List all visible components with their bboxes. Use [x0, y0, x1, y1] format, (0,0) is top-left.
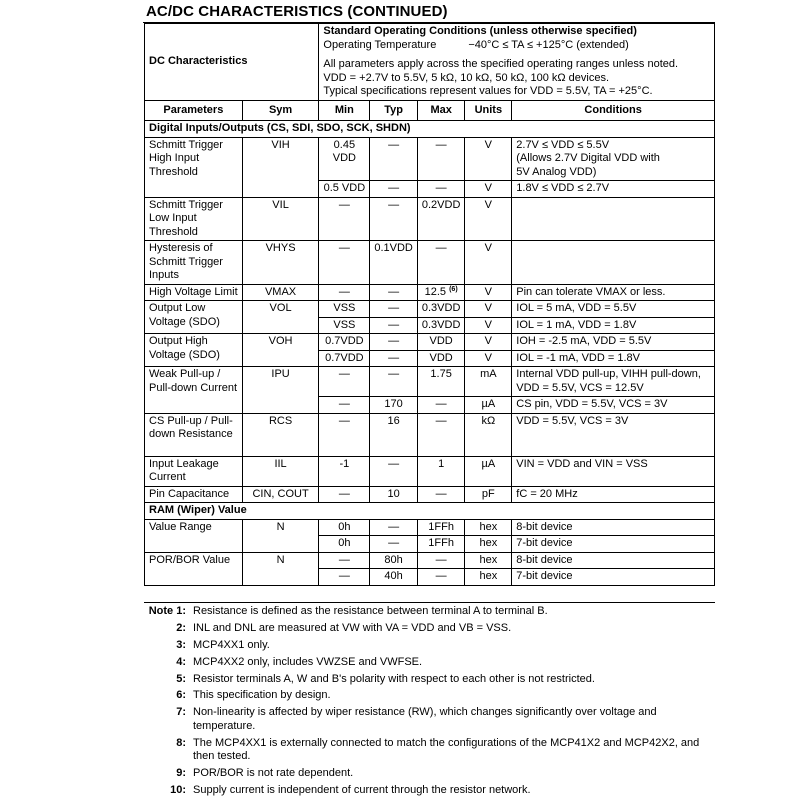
- max: —: [417, 137, 465, 181]
- sym-vih: VIH: [242, 137, 319, 197]
- max: 1FFh: [417, 519, 465, 536]
- table-row: [145, 197, 715, 241]
- max: —: [417, 413, 465, 456]
- cond-line: VDD = 5.5V, VCS = 12.5V: [516, 381, 644, 394]
- units: V: [465, 301, 512, 318]
- sym-voh: VOH: [242, 334, 319, 367]
- conditions: IOL = 1 mA, VDD = 1.8V: [512, 317, 715, 334]
- max: 0.2VDD: [417, 197, 465, 241]
- param-vmax: High Voltage Limit: [145, 284, 243, 301]
- note-item: [140, 767, 716, 781]
- typ: —: [370, 317, 418, 334]
- table-row: [145, 456, 715, 486]
- note-item: [140, 639, 716, 653]
- table-row: [145, 284, 715, 301]
- conditions: [512, 137, 715, 181]
- note-text: Non-linearity is affected by wiper resistance (RW), which changes significantly over voltage and temperature.: [193, 706, 657, 732]
- col-conditions: Conditions: [512, 100, 715, 121]
- min: —: [319, 197, 370, 241]
- note-item: [140, 706, 716, 733]
- page-title: AC/DC CHARACTERISTICS (CONTINUED): [146, 3, 448, 20]
- note-item: [140, 784, 716, 798]
- conditions: 1.8V ≤ VDD ≤ 2.7V: [512, 181, 715, 198]
- note-number: 7:: [176, 706, 186, 719]
- note-number: Note 1:: [148, 605, 186, 617]
- note-number: 2:: [176, 621, 186, 634]
- units: kΩ: [465, 413, 512, 456]
- sym-vmax: VMAX: [242, 284, 319, 301]
- max: VDD: [417, 334, 465, 351]
- min: —: [319, 284, 370, 301]
- min: —: [319, 241, 370, 285]
- max: [417, 284, 465, 301]
- param-voh: Output High Voltage (SDO): [145, 334, 243, 367]
- sym-vhys: VHYS: [242, 241, 319, 285]
- min: -1: [319, 456, 370, 486]
- table-row: [145, 486, 715, 503]
- param-vih: Schmitt Trigger High Input Threshold: [145, 137, 243, 197]
- max: 1: [417, 456, 465, 486]
- units: mA: [465, 367, 512, 397]
- max: —: [417, 569, 465, 586]
- note-text: MCP4XX1 only.: [193, 638, 270, 651]
- max: 0.3VDD: [417, 301, 465, 318]
- notes-section: [140, 605, 716, 801]
- max: —: [417, 397, 465, 414]
- units: V: [465, 137, 512, 181]
- op-temp-line: [323, 39, 710, 53]
- note-text: POR/BOR is not rate dependent.: [193, 767, 354, 780]
- note-number: 6:: [176, 689, 186, 702]
- conditions: [512, 367, 715, 397]
- note-number: 8:: [176, 736, 186, 749]
- min: —: [319, 397, 370, 414]
- min: 0.45 VDD: [319, 137, 370, 181]
- table-row: [145, 367, 715, 397]
- note-number: 10:: [170, 784, 186, 797]
- units: µA: [465, 397, 512, 414]
- cond-line: Internal VDD pull-up, VIHH pull-down,: [516, 368, 701, 380]
- units: V: [465, 197, 512, 241]
- conditions: 8-bit device: [512, 552, 715, 569]
- typ: 40h: [370, 569, 418, 586]
- max: —: [417, 241, 465, 285]
- note-item: [140, 605, 716, 619]
- table-row: [145, 334, 715, 351]
- note-number: 5:: [176, 672, 186, 685]
- note-text: Supply current is independent of current through the resistor network.: [193, 784, 531, 797]
- section-ram: RAM (Wiper) Value: [145, 503, 715, 520]
- param-iil: Input Leakage Current: [145, 456, 243, 486]
- cond-line: 5V Analog VDD): [516, 165, 597, 178]
- sym-rcs: RCS: [242, 413, 319, 456]
- min: —: [319, 486, 370, 503]
- typ: —: [370, 197, 418, 241]
- section-digital: Digital Inputs/Outputs (CS, SDI, SDO, SCK, SHDN): [145, 121, 715, 138]
- typ: 80h: [370, 552, 418, 569]
- min: 0.7VDD: [319, 334, 370, 351]
- typ: —: [370, 350, 418, 367]
- units: V: [465, 284, 512, 301]
- footnote-ref: (6): [449, 285, 458, 293]
- units: hex: [465, 569, 512, 586]
- column-header-row: [145, 100, 715, 121]
- typ: 0.1VDD: [370, 241, 418, 285]
- max: —: [417, 486, 465, 503]
- param-vil: Schmitt Trigger Low Input Threshold: [145, 197, 243, 241]
- typ: —: [370, 137, 418, 181]
- cond-line: 2.7V ≤ VDD ≤ 5.5V: [516, 138, 610, 151]
- note-number: 3:: [176, 638, 186, 651]
- conditions: VIN = VDD and VIN = VSS: [512, 456, 715, 486]
- max-value: 12.5: [424, 285, 447, 298]
- table-header-conditions: [145, 24, 715, 101]
- conditions: [512, 197, 715, 241]
- units: pF: [465, 486, 512, 503]
- dc-characteristics-label: DC Characteristics: [145, 24, 319, 101]
- typ: —: [370, 519, 418, 536]
- std-line5: Typical specifications represent values for VDD = 5.5V, TA = +25°C.: [323, 85, 653, 97]
- max: —: [417, 181, 465, 198]
- std-title: Standard Operating Conditions (unless otherwise specified): [323, 25, 637, 37]
- characteristics-table: [144, 23, 715, 586]
- std-line4: VDD = +2.7V to 5.5V, 5 kΩ, 10 kΩ, 50 kΩ, 100 kΩ devices.: [323, 71, 610, 84]
- units: V: [465, 181, 512, 198]
- note-text: INL and DNL are measured at VW with VA = VDD and VB = VSS.: [193, 621, 512, 634]
- col-typ: Typ: [370, 100, 418, 121]
- max: —: [417, 552, 465, 569]
- min: —: [319, 413, 370, 456]
- typ: 170: [370, 397, 418, 414]
- sym-n: N: [242, 552, 319, 585]
- min: VSS: [319, 301, 370, 318]
- conditions: IOL = -1 mA, VDD = 1.8V: [512, 350, 715, 367]
- op-temp-label: Operating Temperature: [323, 38, 437, 51]
- min: VSS: [319, 317, 370, 334]
- note-item: [140, 622, 716, 636]
- sym-vil: VIL: [242, 197, 319, 241]
- conditions: CS pin, VDD = 5.5V, VCS = 3V: [512, 397, 715, 414]
- typ: —: [370, 284, 418, 301]
- units: V: [465, 350, 512, 367]
- units: V: [465, 334, 512, 351]
- note-item: [140, 689, 716, 703]
- notes-divider: [144, 602, 715, 603]
- note-number: 4:: [176, 655, 186, 668]
- conditions: Pin can tolerate VMAX or less.: [512, 284, 715, 301]
- max: 1FFh: [417, 536, 465, 553]
- cond-line: (Allows 2.7V Digital VDD with: [516, 152, 660, 164]
- sym-iil: IIL: [242, 456, 319, 486]
- sym-ipu: IPU: [242, 367, 319, 414]
- col-min: Min: [319, 100, 370, 121]
- note-item: [140, 673, 716, 687]
- std-line3: All parameters apply across the specified operating ranges unless noted.: [323, 58, 679, 70]
- param-vhys: Hysteresis of Schmitt Trigger Inputs: [145, 241, 243, 285]
- table-row: [145, 241, 715, 285]
- typ: —: [370, 334, 418, 351]
- conditions: IOL = 5 mA, VDD = 5.5V: [512, 301, 715, 318]
- max: VDD: [417, 350, 465, 367]
- conditions: IOH = -2.5 mA, VDD = 5.5V: [512, 334, 715, 351]
- conditions: VDD = 5.5V, VCS = 3V: [512, 413, 715, 456]
- units: hex: [465, 552, 512, 569]
- note-number: 9:: [176, 767, 186, 780]
- min: 0.5 VDD: [319, 181, 370, 198]
- table-row: [145, 137, 715, 181]
- col-max: Max: [417, 100, 465, 121]
- col-units: Units: [465, 100, 512, 121]
- param-por-bor: POR/BOR Value: [145, 552, 243, 585]
- min: 0h: [319, 519, 370, 536]
- conditions: 8-bit device: [512, 519, 715, 536]
- table-row: [145, 519, 715, 536]
- max: 1.75: [417, 367, 465, 397]
- conditions: [512, 241, 715, 285]
- param-rcs: CS Pull-up / Pull-down Resistance: [145, 413, 243, 456]
- min: —: [319, 569, 370, 586]
- param-vol: Output Low Voltage (SDO): [145, 301, 243, 334]
- col-parameters: Parameters: [145, 100, 243, 121]
- units: V: [465, 241, 512, 285]
- typ: 10: [370, 486, 418, 503]
- typ: —: [370, 456, 418, 486]
- units: µA: [465, 456, 512, 486]
- min: —: [319, 552, 370, 569]
- note-text: Resistor terminals A, W and B's polarity with respect to each other is not restricted.: [193, 672, 595, 685]
- note-item: [140, 656, 716, 670]
- units: hex: [465, 536, 512, 553]
- min: 0h: [319, 536, 370, 553]
- typ: —: [370, 181, 418, 198]
- units: V: [465, 317, 512, 334]
- note-text: MCP4XX2 only, includes VWZSE and VWFSE.: [193, 655, 423, 668]
- conditions: 7-bit device: [512, 536, 715, 553]
- sym-n: N: [242, 519, 319, 552]
- conditions: 7-bit device: [512, 569, 715, 586]
- param-value-range: Value Range: [145, 519, 243, 552]
- param-cin: Pin Capacitance: [145, 486, 243, 503]
- note-text: The MCP4XX1 is externally connected to match the configurations of the MCP41X2 and MCP42X2, and then tested.: [193, 736, 700, 763]
- sym-cin: CIN, COUT: [242, 486, 319, 503]
- typ: —: [370, 536, 418, 553]
- typ: —: [370, 367, 418, 397]
- typ: —: [370, 301, 418, 318]
- table-row: [145, 301, 715, 318]
- min: —: [319, 367, 370, 397]
- note-text: This specification by design.: [193, 689, 331, 702]
- sym-vol: VOL: [242, 301, 319, 334]
- units: hex: [465, 519, 512, 536]
- table-row: [145, 413, 715, 456]
- standard-conditions: [319, 24, 715, 101]
- typ: 16: [370, 413, 418, 456]
- min: 0.7VDD: [319, 350, 370, 367]
- note-text: Resistance is defined as the resistance between terminal A to terminal B.: [193, 605, 548, 617]
- op-temp-value: −40°C ≤ TA ≤ +125°C (extended): [468, 38, 629, 51]
- table-row: [145, 552, 715, 569]
- col-sym: Sym: [242, 100, 319, 121]
- note-item: [140, 737, 716, 764]
- conditions: fC = 20 MHz: [512, 486, 715, 503]
- max: 0.3VDD: [417, 317, 465, 334]
- param-ipu: Weak Pull-up / Pull-down Current: [145, 367, 243, 414]
